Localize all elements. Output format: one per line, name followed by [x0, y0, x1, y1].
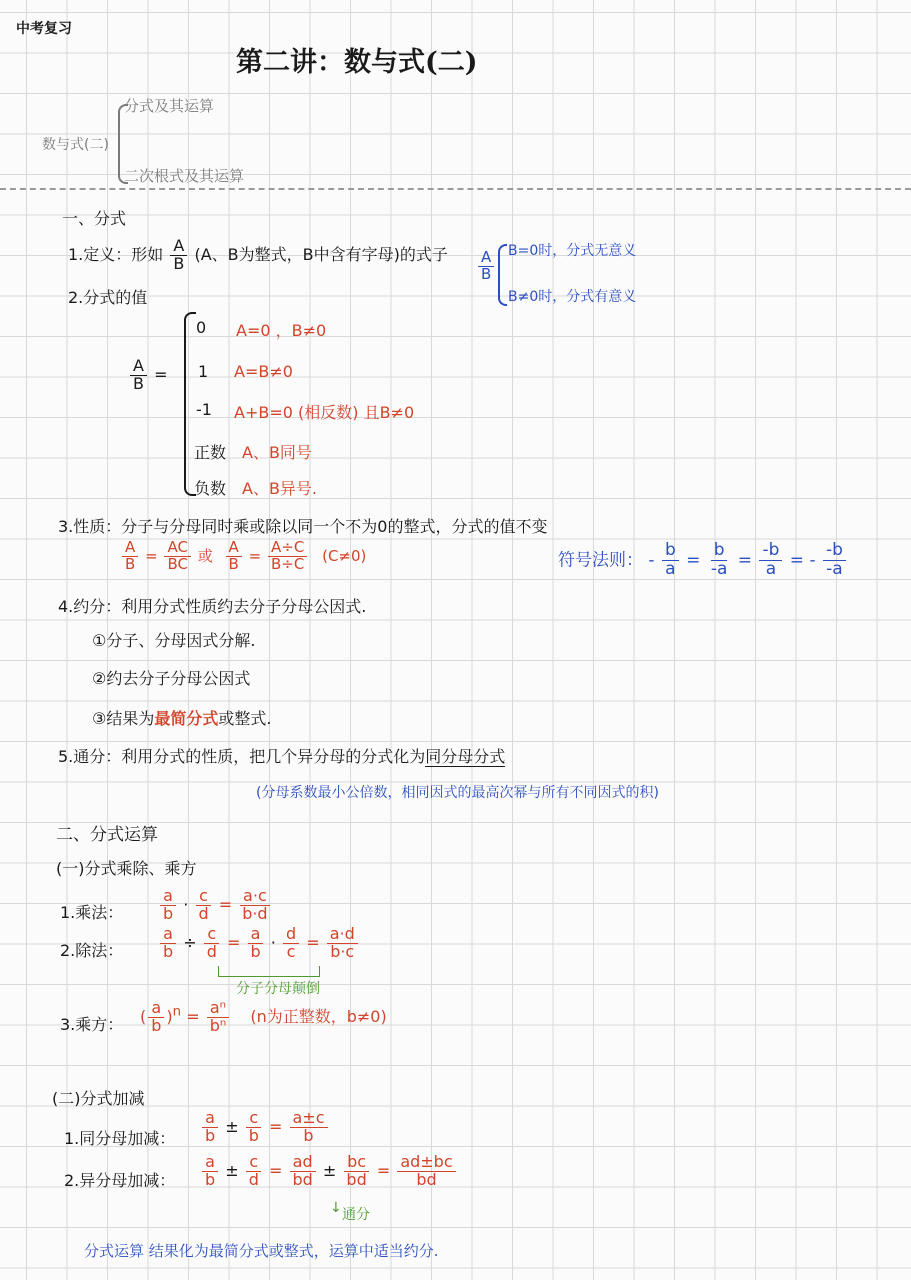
- pow-condition: (n为正整数，b≠0): [250, 1006, 387, 1026]
- same-label: 1.同分母加减：: [64, 1129, 176, 1148]
- definition-suffix: (A、B为整式，B中含有字母)的式子: [194, 244, 448, 264]
- divide: ÷: [183, 932, 197, 952]
- equals: =: [269, 1116, 283, 1136]
- numerator: AC: [164, 540, 190, 557]
- minus: -: [648, 550, 655, 571]
- denominator: bd: [416, 1169, 437, 1189]
- denominator: b: [205, 1125, 216, 1145]
- denominator: b: [250, 941, 261, 961]
- denominator: B: [173, 253, 185, 273]
- times: ·: [183, 894, 189, 914]
- numerator: a: [160, 888, 176, 906]
- equals: =: [737, 550, 753, 571]
- equals: =: [789, 550, 805, 571]
- denominator: b: [163, 941, 174, 961]
- sub2-heading: (二)分式加减: [52, 1089, 145, 1108]
- denominator: b: [248, 1125, 259, 1145]
- definition-fraction: [170, 238, 187, 273]
- times: ·: [270, 932, 276, 952]
- numerator: A÷C: [268, 540, 307, 557]
- plus-minus: ±: [225, 1160, 239, 1180]
- case-cond-zero: A=0 ，B≠0: [236, 321, 327, 340]
- numerator: c: [246, 1154, 261, 1172]
- numerator: ad: [290, 1154, 316, 1172]
- numerator: c: [204, 926, 219, 944]
- equals: =: [218, 894, 233, 914]
- denominator: -a: [710, 558, 728, 579]
- mul-label: 1.乘法：: [60, 903, 124, 922]
- simplest-fraction-highlight: 最简分式: [154, 709, 219, 728]
- summary-note: 分式运算 结果化为最简分式或整式，运算中适当约分.: [84, 1242, 439, 1260]
- mul-formula: [158, 888, 273, 923]
- denominator: BC: [167, 554, 188, 573]
- tongfen-note: 通分: [342, 1207, 370, 1223]
- numerator: a·c: [240, 888, 270, 906]
- denominator: B÷C: [270, 554, 305, 573]
- case-value-neg-one: -1: [196, 400, 212, 419]
- outline-item-fraction: 分式及其运算: [124, 97, 215, 115]
- denominator: B: [481, 264, 492, 283]
- numerator: A: [226, 540, 242, 557]
- case-value-zero: 0: [196, 318, 207, 337]
- left-paren: (: [140, 1006, 147, 1026]
- side-case-undefined: B=0时，分式无意义: [508, 243, 637, 259]
- sign-rule-label: 符号法则：: [558, 550, 643, 571]
- numerator: ad±bc: [397, 1154, 455, 1172]
- numerator: a±c: [290, 1110, 328, 1128]
- common-note: (分母系数最小公倍数，相同因式的最高次幂与所有不同因式的积): [256, 785, 659, 801]
- plus-minus: ±: [322, 1160, 337, 1180]
- numerator: a·d: [327, 926, 358, 944]
- div-formula: [158, 926, 360, 961]
- denominator: d: [198, 903, 209, 923]
- case-value-negative: 负数: [194, 479, 227, 498]
- diff-label: 2.异分母加减：: [64, 1171, 176, 1190]
- denominator: b: [205, 1169, 216, 1189]
- reduce-step-2: ②约去分子分母公因式: [92, 669, 251, 688]
- numerator: A: [478, 250, 494, 267]
- equals: =: [227, 932, 241, 952]
- equals: =: [145, 546, 158, 565]
- numerator: c: [196, 888, 211, 906]
- minus: -: [809, 550, 816, 571]
- common-line: [58, 744, 505, 767]
- value-brace: [184, 312, 196, 496]
- pow-formula: [140, 1000, 387, 1035]
- section2-heading: 二、分式运算: [56, 825, 158, 845]
- numerator: b: [711, 542, 728, 561]
- denominator: d: [248, 1169, 259, 1189]
- definition-prefix: 1.定义：形如: [68, 244, 164, 264]
- case-cond-neg-one: A+B=0 (相反数) 且B≠0: [234, 403, 415, 422]
- numerator: a: [148, 1000, 164, 1018]
- sub1-heading: (一)分式乘除、乘方: [56, 859, 197, 878]
- side-case-defined: B≠0时，分式有意义: [508, 289, 637, 305]
- denominator: bd: [292, 1169, 313, 1189]
- equals: =: [269, 1160, 283, 1180]
- numerator: a: [202, 1110, 218, 1128]
- equals: =: [376, 1160, 391, 1180]
- denominator: B: [133, 373, 144, 393]
- pow-label: 3.乘方：: [60, 1015, 124, 1034]
- reduce-step-1: ①分子、分母因式分解.: [92, 631, 256, 650]
- property-formula: [120, 540, 366, 573]
- numerator: bc: [344, 1154, 369, 1172]
- numerator: c: [246, 1110, 261, 1128]
- diff-formula: [200, 1154, 458, 1189]
- section1-heading: 一、分式: [62, 209, 127, 228]
- equals: =: [186, 1006, 200, 1026]
- numerator: A: [130, 358, 147, 376]
- flip-note: 分子分母颠倒: [236, 981, 320, 997]
- outline-root: 数与式(二): [42, 137, 109, 153]
- numerator: a: [248, 926, 264, 944]
- page-title: 第二讲：数与式(二): [236, 47, 478, 78]
- denominator: -a: [826, 558, 843, 579]
- section-divider: [0, 188, 911, 190]
- denominator: b: [151, 1015, 162, 1035]
- reduce-line: 4.约分：利用分式性质约去分子分母公因式.: [58, 597, 367, 616]
- tongfen-arrow-icon: ↓: [330, 1200, 342, 1216]
- numerator: b: [662, 542, 679, 561]
- case-cond-positive: A、B同号: [242, 443, 312, 462]
- value-equals: =: [154, 364, 168, 384]
- numerator: A: [170, 238, 187, 256]
- same-denominator-highlight: 同分母分式: [425, 747, 506, 766]
- div-label: 2.除法：: [60, 941, 124, 960]
- equals: =: [686, 550, 701, 571]
- case-value-one: 1: [198, 362, 209, 381]
- flip-bracket: [218, 966, 320, 977]
- reduce-step-3-tail: 或整式.: [218, 709, 272, 728]
- denominator: B: [125, 554, 136, 573]
- property-line: 3.性质：分子与分母同时乘或除以同一个不为0的整式，分式的值不变: [58, 517, 548, 536]
- side-fraction: [476, 250, 496, 283]
- property-condition: (C≠0): [322, 546, 367, 565]
- denominator: b: [163, 903, 174, 923]
- outline-item-radical: 二次根式及其运算: [124, 167, 245, 185]
- case-cond-one: A=B≠0: [234, 362, 293, 381]
- corner-label: 中考复习: [16, 21, 72, 37]
- right-paren: ): [166, 1006, 173, 1026]
- numerator: -b: [823, 542, 846, 561]
- exponent: n: [172, 1004, 182, 1020]
- reduce-step-3: [92, 706, 271, 729]
- denominator: b·d: [242, 903, 268, 923]
- sign-rule: [558, 542, 848, 579]
- numerator: A: [122, 540, 138, 557]
- numerator: a: [202, 1154, 218, 1172]
- numerator: aⁿ: [207, 1000, 229, 1018]
- equals: =: [248, 546, 262, 565]
- value-heading: 2.分式的值: [68, 288, 148, 307]
- denominator: a: [765, 558, 777, 579]
- numerator: a: [160, 926, 176, 944]
- plus-minus: ±: [225, 1116, 239, 1136]
- denominator: bⁿ: [209, 1015, 227, 1035]
- denominator: d: [206, 941, 217, 961]
- denominator: bd: [346, 1169, 367, 1189]
- reduce-step-3-text: ③结果为: [92, 709, 155, 728]
- common-text: 5.通分：利用分式的性质，把几个异分母的分式化为: [58, 747, 426, 766]
- definition-line: [68, 238, 448, 273]
- numerator: d: [283, 926, 299, 944]
- same-formula: [200, 1110, 330, 1145]
- equals: =: [306, 932, 320, 952]
- denominator: a: [665, 558, 676, 579]
- case-cond-negative: A、B异号.: [242, 479, 318, 498]
- numerator: -b: [759, 542, 782, 561]
- case-value-positive: 正数: [194, 443, 227, 462]
- side-brace: [498, 244, 507, 306]
- denominator: b: [303, 1125, 314, 1145]
- denominator: b·c: [330, 941, 355, 961]
- denominator: c: [286, 941, 296, 961]
- or-word: 或: [197, 546, 213, 565]
- denominator: B: [228, 554, 239, 573]
- value-fraction: [128, 358, 167, 393]
